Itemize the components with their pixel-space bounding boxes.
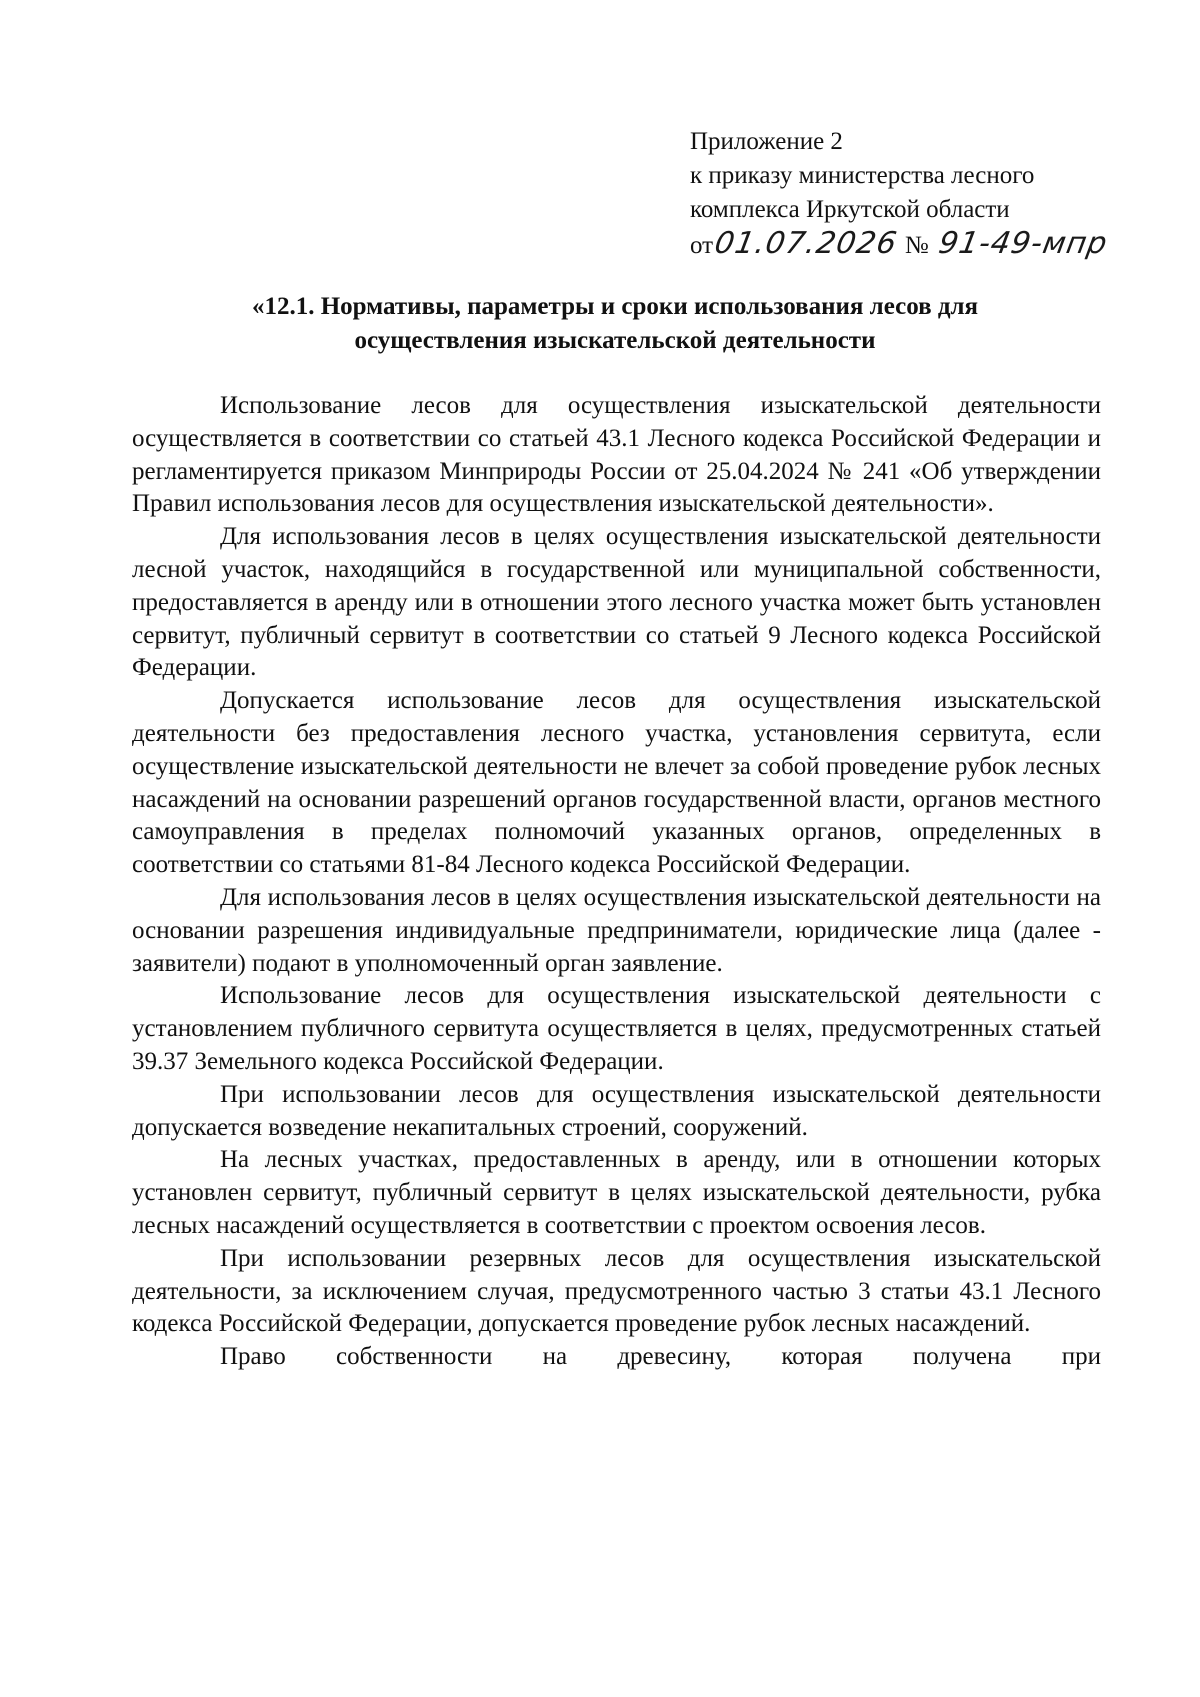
paragraph-2: Для использования лесов в целях осуществления изыскательской деятельности лесной участок, находящийся в государственной или муниципальной собственности, предоставляется в аренду или в отношении этого лесного участка может быть установлен сервитут, публичный сервитут в соответствии со статьей 9 Лесного кодекса Российской Федерации. [132, 523, 1101, 682]
paragraph-3: Допускается использование лесов для осуществления изыскательской деятельности без предоставления лесного участка, установления сервитута, если осуществление изыскательской деятельности не влечет за собой проведение рубок лесных насаждений на основании разрешений органов государственной власти, органов местного самоуправления в пределах полномочий указанных органов, определенных в соответствии со статьями 81-84 Лесного кодекса Российской Федерации. [132, 687, 1101, 879]
order-date-number-line [690, 227, 1110, 263]
section-title-line-2: осуществления изыскательской деятельности [354, 327, 876, 354]
handwritten-date: 01.07.2026 [712, 226, 901, 261]
paragraph-5: Использование лесов для осуществления изыскательской деятельности с установлением публичного сервитута осуществляется в целях, предусмотренных статьей 39.37 Земельного кодекса Российской Федерации. [132, 982, 1101, 1075]
appendix-line-2: к приказу министерства лесного [690, 162, 1035, 189]
from-label: от [690, 232, 714, 259]
document-body [132, 390, 1101, 1374]
appendix-line-1: Приложение 2 [690, 128, 843, 155]
paragraph-1: Использование лесов для осуществления изыскательской деятельности осуществляется в соответствии со статьей 43.1 Лесного кодекса Российской Федерации и регламентируется приказом Минприроды России от 25.04.2024 № 241 «Об утверждении Правил использования лесов для осуществления изыскательской деятельности». [132, 392, 1101, 518]
section-title [130, 290, 1100, 358]
handwritten-order-number: 91-49-мпр [935, 226, 1111, 261]
paragraph-8: При использовании резервных лесов для осуществления изыскательской деятельности, за исключением случая, предусмотренного частью 3 статьи 43.1 Лесного кодекса Российской Федерации, допускается проведение рубок лесных насаждений. [132, 1244, 1101, 1338]
paragraph-4: Для использования лесов в целях осуществления изыскательской деятельности на основании разрешения индивидуальные предприниматели, юридические лица (далее - заявители) подают в уполномоченный орган заявление. [132, 883, 1101, 977]
appendix-header [690, 125, 1110, 263]
appendix-line-3: комплекса Иркутской области [690, 196, 1010, 223]
paragraph-6: При использовании лесов для осуществления изыскательской деятельности допускается возведение некапитальных строений, сооружений. [132, 1080, 1101, 1141]
section-title-line-1: «12.1. Нормативы, параметры и сроки использования лесов для [251, 293, 979, 320]
number-label: № [904, 232, 929, 259]
paragraph-7: На лесных участках, предоставленных в аренду, или в отношении которых установлен сервитут, публичный сервитут в целях изыскательской деятельности, рубка лесных насаждений осуществляется в соответствии с проектом освоения лесов. [132, 1146, 1101, 1239]
paragraph-9: Право собственности на древесину, которая получена при [220, 1343, 1101, 1371]
